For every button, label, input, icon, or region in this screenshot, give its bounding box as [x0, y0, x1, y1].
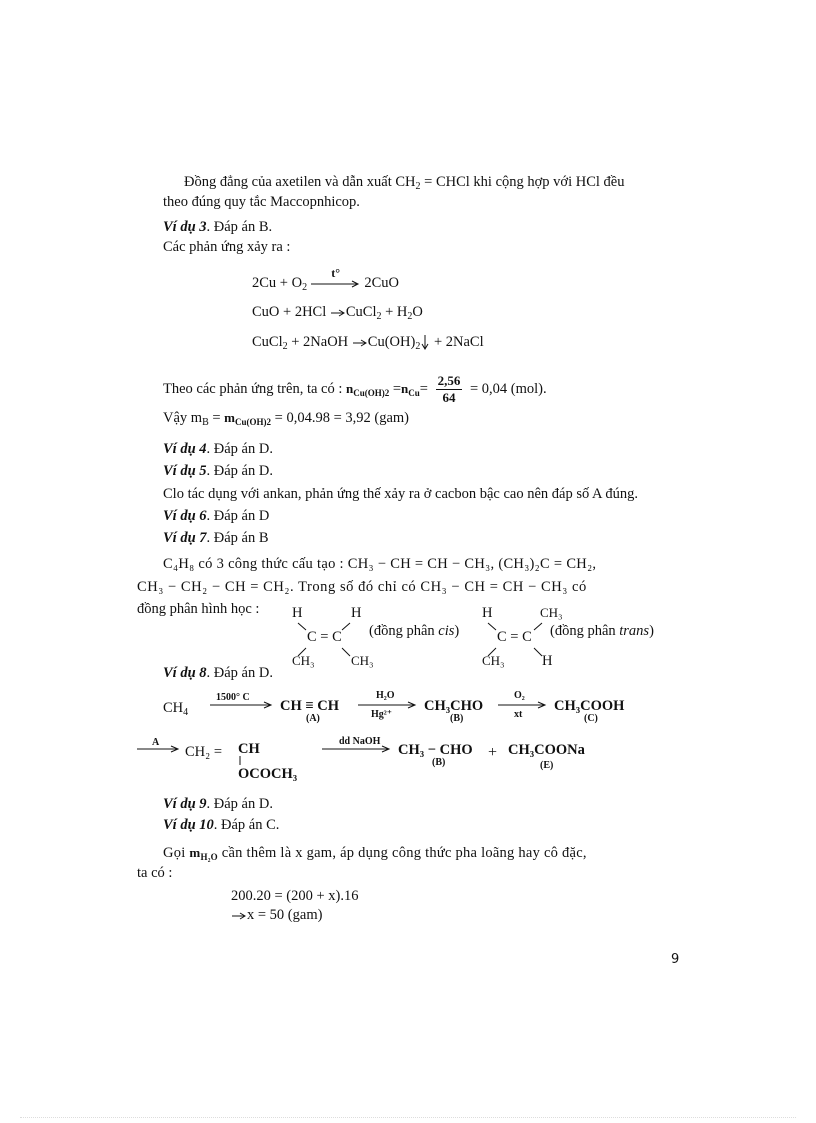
- example-7-heading: Ví dụ 7. Đáp án B: [163, 530, 269, 546]
- example-10-heading: Ví dụ 10. Đáp án C.: [163, 817, 280, 833]
- arrow-3: [498, 700, 548, 710]
- calc-mass: Vậy $m_B = m_{Cu(OH)2} = 0,04.98 = 3,92$ (gam): [163, 410, 409, 428]
- cis-label: (đồng phân cis): [369, 623, 460, 639]
- arrow-1: [210, 700, 274, 710]
- example-4-heading: Ví dụ 4. Đáp án D.: [163, 441, 273, 457]
- example-5-heading: Ví dụ 5. Đáp án D.: [163, 463, 273, 479]
- reaction-1: $2Cu + O_2$ t° 2CuO: [252, 265, 399, 293]
- isomer-line-2: CH₃ − CH₂ − CH = CH₂. Trong số đó chỉ có CH₃ − CH = CH − CH₃ có: [137, 579, 587, 595]
- intro-line-2: theo đúng quy tắc Maccopnhicop.: [163, 194, 360, 210]
- reaction-3: CuCl$_2$ + 2NaOH $Cu(OH)_2$ + 2NaCl: [252, 334, 484, 352]
- calc-moles: Theo các phản ứng trên, ta có : $n_{Cu(OH)2} =n_{Cu}=$ $\frac{2,56}{64}$ = 0,04 (mol).: [163, 373, 547, 405]
- example-3-heading: Ví dụ 3. Đáp án B.: [163, 219, 273, 235]
- example-6-heading: Ví dụ 6. Đáp án D: [163, 508, 270, 524]
- example-8-heading: Ví dụ 8. Đáp án D.: [163, 665, 273, 681]
- page-number: 9: [671, 952, 680, 967]
- intro-line-1: Đồng đẳng của axetilen và dẫn xuất $CH_2$ = CHCl khi cộng hợp với HCl đều: [184, 174, 625, 192]
- isomer-line-1: C₄H₈ có 3 công thức cấu tạo : CH₃ − CH = CH − CH₃, (CH₃)₂C = CH₂,: [163, 556, 597, 572]
- bottom-border: [20, 1117, 796, 1118]
- arrow-4: [137, 744, 181, 754]
- arrow-5: [322, 744, 392, 754]
- dilution-line-2: ta có :: [137, 865, 173, 881]
- reactions-intro: Các phản ứng xảy ra :: [163, 239, 291, 255]
- dilution-equation-1: 200.20 = (200 + x).16: [231, 888, 359, 904]
- example-9-heading: Ví dụ 9. Đáp án D.: [163, 796, 273, 812]
- example-5-note: Clo tác dụng với ankan, phản ứng thế xảy ra ở cacbon bậc cao nên đáp số A đúng.: [163, 486, 638, 502]
- reaction-2: CuO + 2HCl CuCl$_2$ + $H_2O$: [252, 304, 423, 322]
- dilution-equation-2: x = 50 (gam): [231, 906, 322, 924]
- dilution-line-1: Gọi $m_{H_2O}$ cần thêm là x gam, áp dụng công thức pha loãng hay cô đặc,: [163, 845, 587, 862]
- trans-label: (đồng phân trans): [550, 623, 654, 639]
- isomer-line-3: đồng phân hình học :: [137, 601, 260, 617]
